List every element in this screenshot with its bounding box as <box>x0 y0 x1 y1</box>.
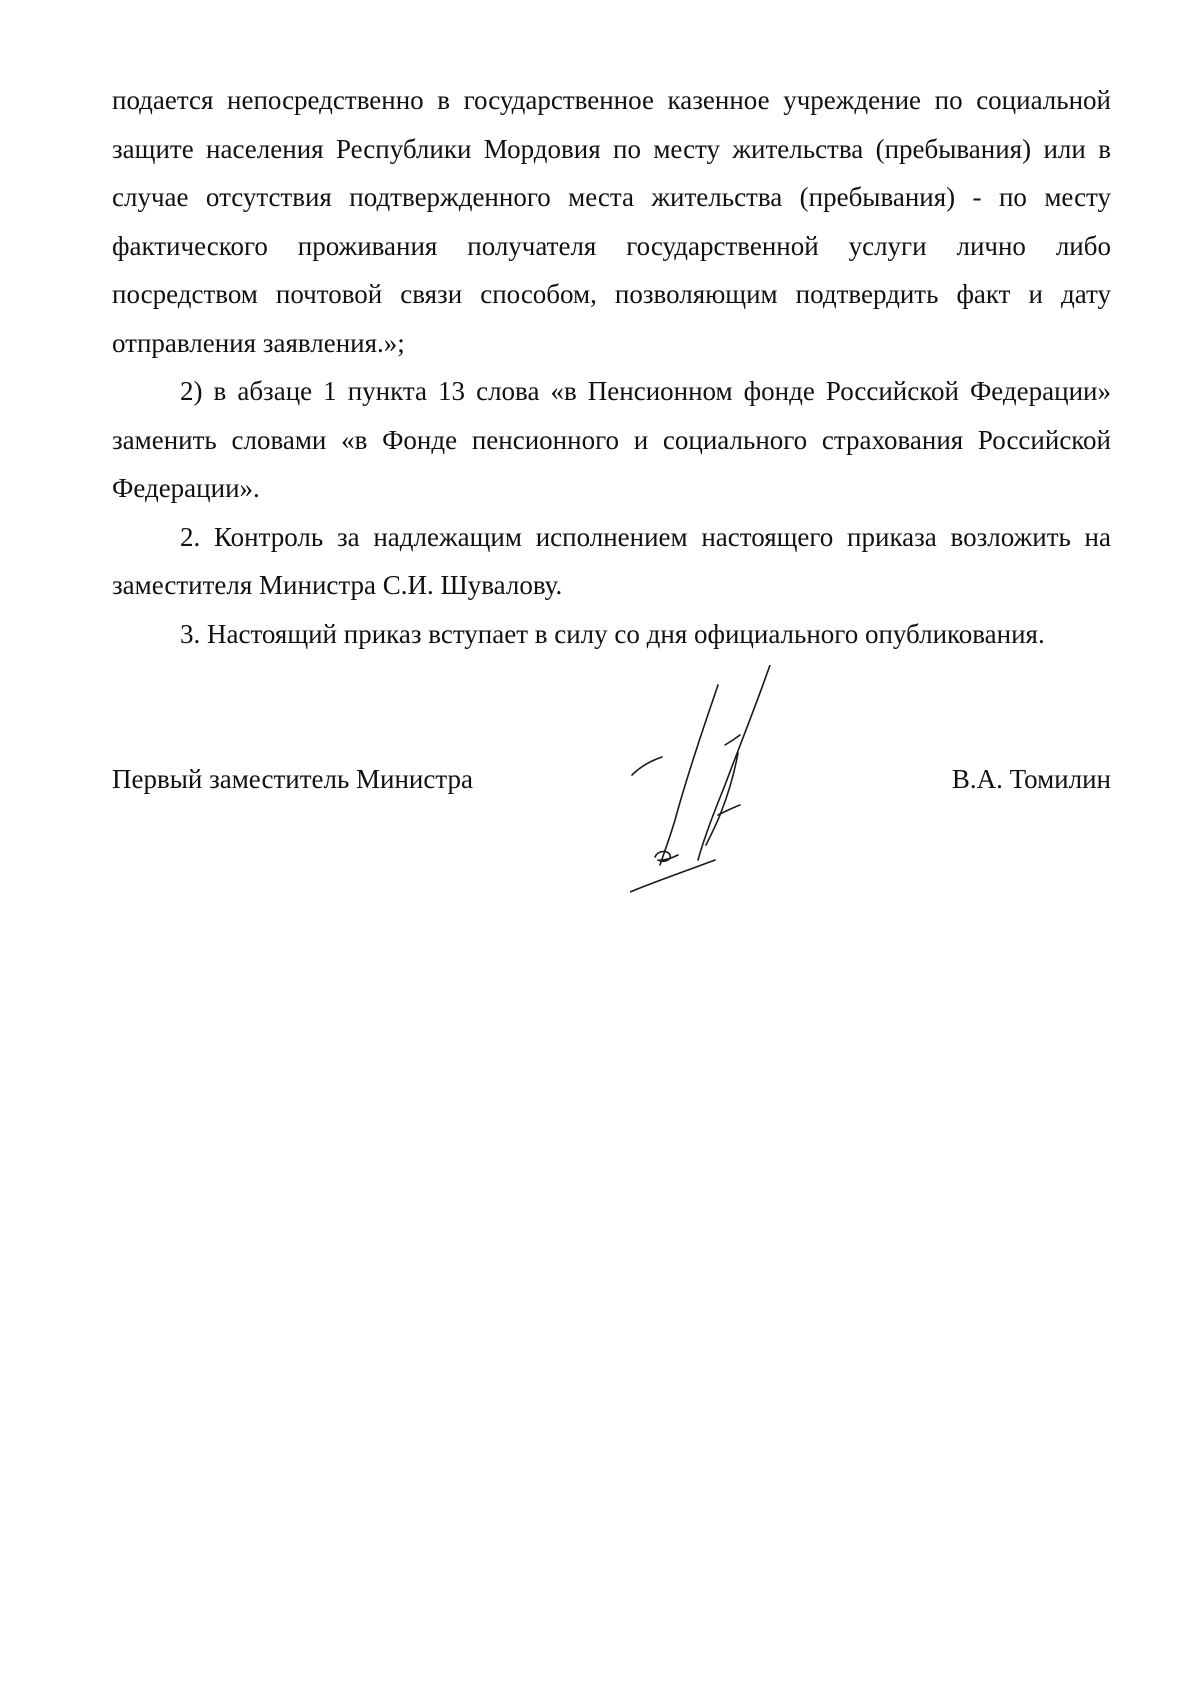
handwritten-signature <box>630 665 850 905</box>
paragraph-continuation: подается непосредственно в государственное казенное учреждение по социальной защите населения Республики Мордовия по месту жительства (пребывания) или в случае отсутствия подтвержденного места жительства (пребывания) - по месту фактического проживания получателя государственной услуги лично либо посредством почтовой связи способом, позволяющим подтвердить факт и дату отправления заявления.»; <box>112 85 1111 358</box>
paragraph-item-3: 3. Настоящий приказ вступает в силу со дня официального опубликования. <box>180 618 1045 649</box>
paragraph-item-2: 2. Контроль за надлежащим исполнением настоящего приказа возложить на заместителя Министра С.И. Шувалову. <box>112 521 1111 600</box>
signatory-name: В.А. Томилин <box>951 764 1111 794</box>
signatory-position: Первый заместитель Министра <box>112 764 473 794</box>
document-body <box>112 76 1111 658</box>
paragraph-subitem-2: 2) в абзаце 1 пункта 13 слова «в Пенсионном фонде Российской Федерации» заменить словами «в Фонде пенсионного и социального страхования Российской Федерации». <box>112 376 1111 503</box>
